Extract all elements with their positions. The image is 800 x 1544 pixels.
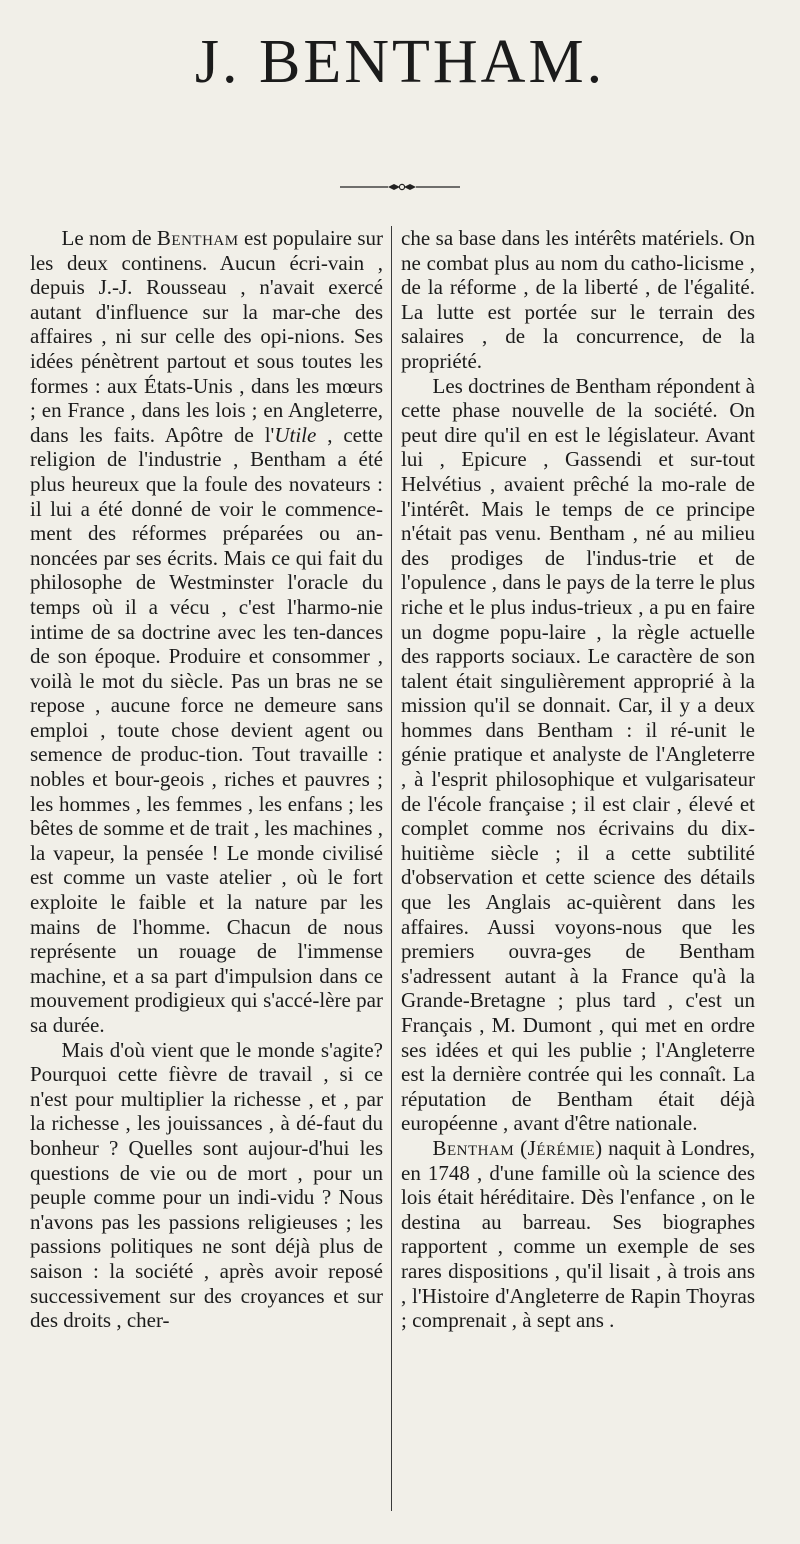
text-run: naquit à Londres, en 1748 , d'une famille où la science des lois était héréditaire. Dès l'enfance , on le destina au barreau. Ses biographes rapportent , comme un exemple de ses rares dispositions , qu'il lisait , à trois ans , l'Histoire d'Angleterre de Rapin Thoyras ; comprenait , à sept ans . (401, 1135, 756, 1333)
ornament-divider-icon (340, 180, 460, 194)
paragraph: che sa base dans les intérêts matériels. On ne combat plus au nom du catho-licisme , de la réforme , de la liberté , de l'égalité. La lutte est portée sur le terrain des salaires , de la concurrence, de la propriété. (401, 226, 755, 373)
column-rule (391, 226, 392, 1511)
text-run: Le nom de (61, 226, 157, 250)
text-run: est populaire sur les deux continens. Aucun écri-vain , depuis J.-J. Rousseau , n'avait exercé autant d'influence sur la mar-che des affaires , ni sur celle des opi-nions. Ses idées pénètrent partout et sous toutes les formes : aux États-Unis , dans les mœurs ; en France , dans les lois ; en Angleterre, dans les faits. Apôtre de l' (30, 226, 384, 447)
paragraph (30, 226, 383, 1038)
author-name: Bentham (156, 226, 239, 250)
italic-term: Utile (274, 422, 317, 447)
text-column-right (401, 226, 755, 1333)
text-column-left (30, 226, 383, 1333)
text-run: , cette religion de l'industrie , Bentham a été plus heureux que la foule des novateurs : il lui a été donné de voir le commence-ment des réformes préparées ou an-noncées par ses écrits. Mais ce qui fait du philosophe de Westminster l'oracle du temps où il a vécu , c'est l'harmo-nie intime de sa doctrine avec les ten-dances de son époque. Produire et consommer , voilà le mot du siècle. Pas un bras ne se repose , aucune force ne demeure sans emploi , toute chose devient agent ou semence de produc-tion. Tout travaille : nobles et bour-geois , riches et pauvres ; les hommes , les femmes , les enfans ; les bêtes de somme et de trait , les machines , la vapeur, la pensée ! Le monde civilisé est comme un vaste atelier , où le fort exploite le faible et la nature par les mains de l'homme. Chacun de nous représente un rouage de l'immense machine, et a sa part d'impulsion dans ce mouvement prodigieux qui s'accé-lère par sa durée. (30, 422, 383, 1037)
paragraph: Mais d'où vient que le monde s'agite? Pourquoi cette fièvre de travail , si ce n'est pour multiplier la richesse , et , par la richesse , les jouissances , à dé-faut du bonheur ? Quelles sont aujour-d'hui les questions de vie ou de mort , pour un peuple comme pour un indi-vidu ? Nous n'avons pas les passions religieuses ; les passions politiques ne sont déjà plus de saison : la société , après avoir reposé successivement sur des croyances et sur des droits , cher- (30, 1037, 383, 1333)
paragraph: Les doctrines de Bentham répondent à cette phase nouvelle de la société. On peut dire qu'il en est le législateur. Avant lui , Epicure , Gassendi et sur-tout Helvétius , avaient prêché la mo-rale de l'intérêt. Mais le temps de ce principe n'était pas venu. Bentham , né au milieu des prodiges de l'indus-trie et de l'opulence , dans le pays de la terre le plus riche et le plus indus-trieux , a pu en faire un dogme popu-laire , la règle actuelle des rapports sociaux. Le caractère de son talent était singulièrement approprié à la mission qu'il se donnait. Car, il y a deux hommes dans Bentham : il ré-unit le génie pratique et analyste de l'Angleterre , à l'esprit philosophique et vulgarisateur de l'école française ; il est clair , élevé et complet comme nos écrivains du dix-huitième siècle ; il a cette subtilité d'observation et cette science des détails que les Anglais ac-quièrent dans les affaires. Aussi voyons-nous que les premiers ouvra-ges de Bentham s'adressent autant à la France qu'à la Grande-Bretagne ; plus tard , c'est un Français , M. Dumont , qui met en ordre ses idées et qui les publie ; l'Angleterre est la dernière contrée qui les connaît. La réputation de Bentham était déjà européenne , avant d'être nationale. (401, 373, 755, 1136)
paragraph (401, 1136, 755, 1333)
page-title: J. BENTHAM. (194, 28, 606, 96)
author-name: Bentham (Jérémie) (432, 1135, 603, 1160)
